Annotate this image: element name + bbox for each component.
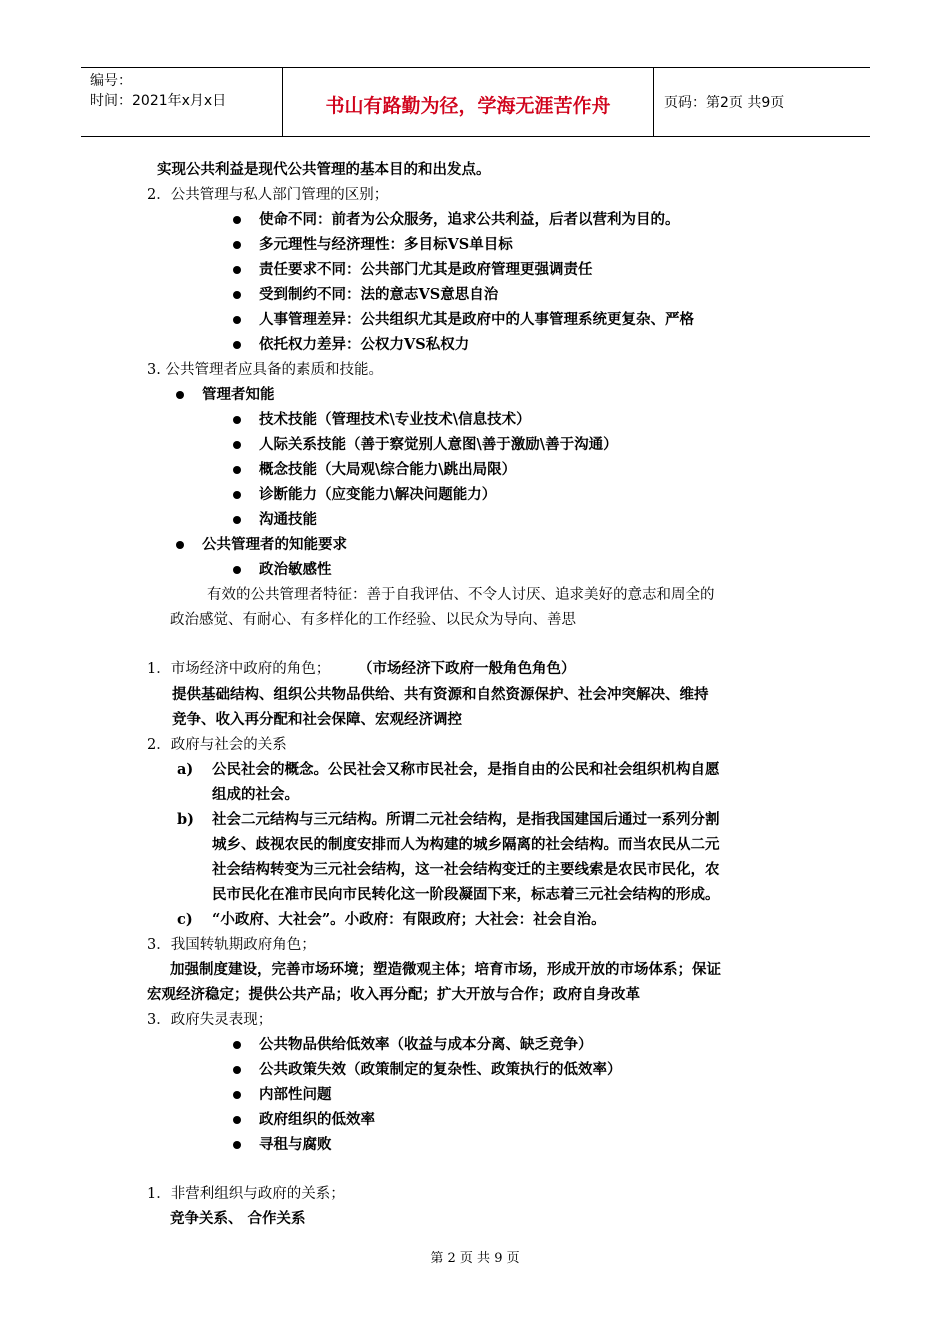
body-line: 竞争、收入再分配和社会保障、宏观经济调控 bbox=[172, 711, 462, 728]
bullet-icon bbox=[233, 1066, 241, 1074]
list-item: 技术技能（管理技术\专业技术\信息技术） bbox=[259, 411, 531, 428]
bullet-icon bbox=[233, 216, 241, 224]
list-item: 依托权力差异：公权力VS私权力 bbox=[259, 336, 470, 353]
bullet-icon bbox=[176, 391, 184, 399]
list-item: 公民社会的概念。公民社会又称市民社会，是指自由的公民和社会组织机构自愿 bbox=[212, 761, 720, 778]
list-item: 公共物品供给低效率（收益与成本分离、缺乏竞争） bbox=[259, 1036, 593, 1053]
bullet-icon bbox=[176, 541, 184, 549]
bullet-icon bbox=[233, 441, 241, 449]
section-heading: 3．政府失灵表现； bbox=[147, 1012, 273, 1028]
list-item: 城乡、歧视农民的制度安排而人为构建的城乡隔离的社会结构。而当农民从二元 bbox=[212, 836, 720, 853]
bullet-icon bbox=[233, 1116, 241, 1124]
list-item: 人际关系技能（善于察觉别人意图\善于激励\善于沟通） bbox=[259, 436, 618, 453]
header-page-code: 页码：第2页 共9页 bbox=[664, 95, 785, 111]
section-heading: 2．公共管理与私人部门管理的区别； bbox=[147, 187, 389, 203]
date-line: 时间：2021年x月x日 bbox=[90, 93, 227, 109]
bullet-icon bbox=[233, 466, 241, 474]
item-label: a) bbox=[177, 761, 194, 778]
bullet-icon bbox=[233, 316, 241, 324]
list-item: 寻租与腐败 bbox=[259, 1136, 332, 1153]
list-item: 政治敏感性 bbox=[259, 561, 332, 578]
list-item: 人事管理差异：公共组织尤其是政府中的人事管理系统更复杂、严格 bbox=[259, 311, 694, 328]
body-line: 政治感觉、有耐心、有多样化的工作经验、以民众为导向、善思 bbox=[170, 612, 576, 628]
body-line: 加强制度建设，完善市场环境；塑造微观主体；培育市场，形成开放的市场体系；保证 bbox=[170, 961, 721, 978]
section-heading: 3. 公共管理者应具备的素质和技能。 bbox=[147, 362, 383, 378]
body-line: 竞争关系、 合作关系 bbox=[170, 1210, 306, 1227]
body-line: 有效的公共管理者特征：善于自我评估、不令人讨厌、追求美好的意志和周全的 bbox=[207, 587, 715, 603]
page-footer: 第 2 页 共 9 页 bbox=[430, 1251, 520, 1266]
body-line: 实现公共利益是现代公共管理的基本目的和出发点。 bbox=[157, 161, 491, 178]
number-label: 编号： bbox=[90, 73, 132, 89]
bullet-icon bbox=[233, 1041, 241, 1049]
list-item: 政府组织的低效率 bbox=[259, 1111, 375, 1128]
list-item: “小政府、大社会”。小政府：有限政府；大社会：社会自治。 bbox=[212, 911, 606, 928]
list-item: 组成的社会。 bbox=[212, 786, 299, 803]
list-item: 诊断能力（应变能力\解决问题能力） bbox=[259, 486, 497, 503]
list-item: 使命不同：前者为公众服务，追求公共利益，后者以营利为目的。 bbox=[259, 211, 680, 228]
bullet-icon bbox=[233, 291, 241, 299]
section-heading: 2．政府与社会的关系 bbox=[147, 737, 287, 753]
bullet-icon bbox=[233, 516, 241, 524]
bullet-icon bbox=[233, 241, 241, 249]
list-item: 责任要求不同：公共部门尤其是政府管理更强调责任 bbox=[259, 261, 593, 278]
list-item: 公共管理者的知能要求 bbox=[202, 536, 347, 553]
bullet-icon bbox=[233, 566, 241, 574]
bullet-icon bbox=[233, 1091, 241, 1099]
section-heading: 1．非营利组织与政府的关系； bbox=[147, 1186, 345, 1202]
item-label: c) bbox=[177, 911, 193, 928]
list-item: 民市民化在准市民向市民转化这一阶段凝固下来，标志着三元社会结构的形成。 bbox=[212, 886, 720, 903]
list-item: 多元理性与经济理性：多目标VS单目标 bbox=[259, 236, 513, 253]
bullet-icon bbox=[233, 1141, 241, 1149]
bullet-icon bbox=[233, 491, 241, 499]
list-item: 内部性问题 bbox=[259, 1086, 332, 1103]
bullet-icon bbox=[233, 266, 241, 274]
list-item: 公共政策失效（政策制定的复杂性、政策执行的低效率） bbox=[259, 1061, 622, 1078]
list-item: 社会结构转变为三元社会结构，这一社会结构变迁的主要线索是农民市民化，农 bbox=[212, 861, 720, 878]
section-heading: 3．我国转轨期政府角色； bbox=[147, 937, 316, 953]
bullet-icon bbox=[233, 341, 241, 349]
list-item: 管理者知能 bbox=[202, 386, 275, 403]
item-label: b) bbox=[177, 811, 194, 828]
list-item: 概念技能（大局观\综合能力\跳出局限） bbox=[259, 461, 517, 478]
list-item: 受到制约不同：法的意志VS意思自治 bbox=[259, 286, 499, 303]
bullet-icon bbox=[233, 416, 241, 424]
body-line: 提供基础结构、组织公共物品供给、共有资源和自然资源保护、社会冲突解决、维持 bbox=[172, 686, 709, 703]
section-note: （市场经济下政府一般角色角色） bbox=[358, 660, 576, 677]
header-info bbox=[81, 68, 283, 136]
section-heading: 1．市场经济中政府的角色； bbox=[147, 661, 331, 677]
list-item: 社会二元结构与三元结构。所谓二元社会结构，是指我国建国后通过一系列分割 bbox=[212, 811, 720, 828]
page-header bbox=[81, 67, 870, 137]
body-line: 宏观经济稳定；提供公共产品；收入再分配；扩大开放与合作；政府自身改革 bbox=[147, 986, 640, 1003]
header-motto: 书山有路勤为径，学海无涯苦作舟 bbox=[283, 68, 654, 136]
list-item: 沟通技能 bbox=[259, 511, 317, 528]
